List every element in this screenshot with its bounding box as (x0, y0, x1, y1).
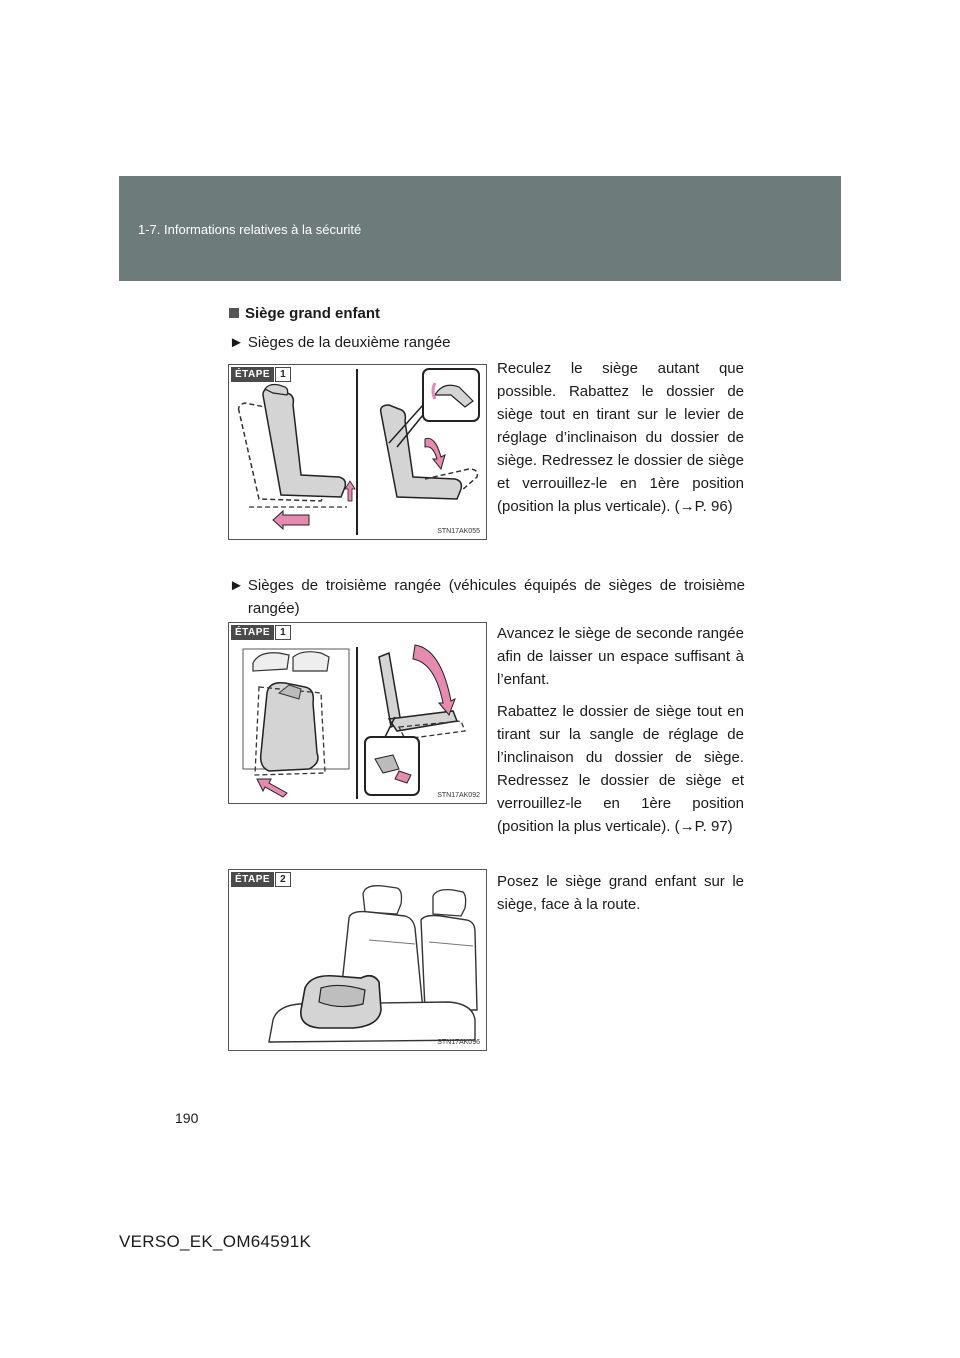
bullet-third-row: ► Sièges de troisième rangée (véhicules équipés de sièges de troisième rangée) (229, 574, 745, 620)
subheading: Siège grand enfant (229, 305, 380, 322)
triangle-bullet-icon: ► (229, 577, 244, 594)
seat-fold-illustration (229, 365, 486, 539)
triangle-bullet-icon: ► (229, 334, 244, 351)
figure-code: STN17AK055 (437, 528, 480, 535)
step-badge: ÉTAPE 1 (231, 625, 291, 640)
step-badge: ÉTAPE 2 (231, 872, 291, 887)
figure-third-row-step1 (228, 622, 487, 804)
figure-code: STN17AK092 (437, 792, 480, 799)
figure-code: STN17AK096 (437, 1039, 480, 1046)
footer-code: VERSO_EK_OM64591K (119, 1232, 312, 1251)
section-title: 1-7. Informations relatives à la sécurité (138, 222, 362, 237)
section1-text: Reculez le siège autant que possible. Rabattez le dossier de siège tout en tirant sur le levier de réglage d’inclinaison du dossier de siège. Redressez le dossier de siège et verrouillez-le en 1ère position (position la plus verticale). (→P. 96) (497, 360, 744, 515)
section2-text-1: Avancez le siège de seconde rangée afin de laisser un espace suffisant à l’enfant. (497, 625, 744, 688)
third-row-access-illustration (229, 623, 486, 803)
bullet-second-row: ► Sièges de la deuxième rangée (229, 331, 451, 354)
page-number: 190 (175, 1110, 199, 1126)
section2-text-2: Rabattez le dossier de siège tout en tirant sur la sangle de réglage de l’inclinaison du dossier de siège. Redressez le dossier de siège et verrouillez-le en 1ère position (position la plus verticale). (→P. 97) (497, 703, 744, 835)
booster-seat-illustration (229, 870, 486, 1050)
square-bullet-icon (229, 308, 239, 318)
figure-step2 (228, 869, 487, 1051)
section3-text: Posez le siège grand enfant sur le siège, face à la route. (497, 873, 744, 913)
step-badge: ÉTAPE 1 (231, 367, 291, 382)
figure-second-row-step1 (228, 364, 487, 540)
